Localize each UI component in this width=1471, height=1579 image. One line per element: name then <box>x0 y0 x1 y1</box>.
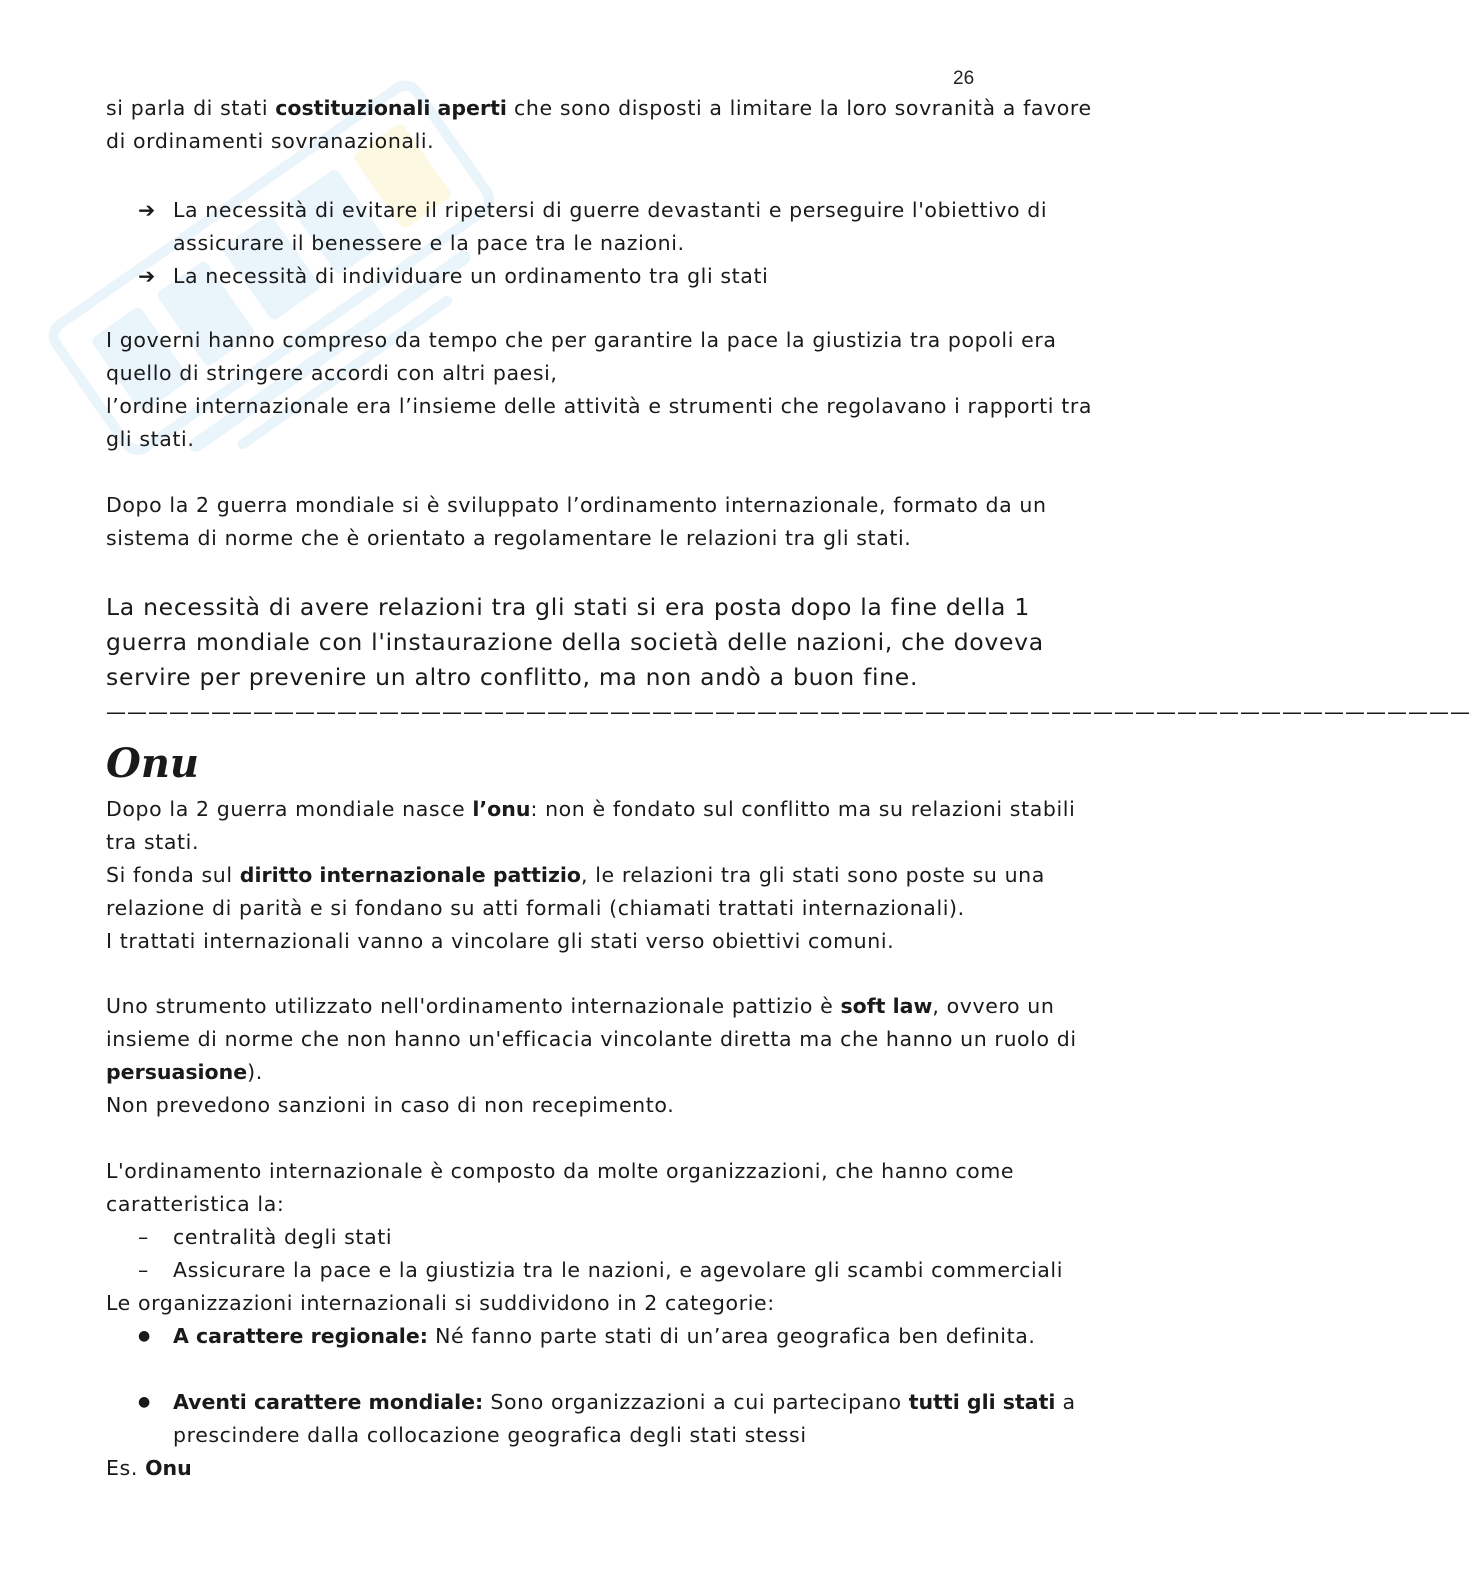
onu-p1-text: Dopo la 2 guerra mondiale nasce <box>106 797 473 821</box>
es-text: Es. <box>106 1456 146 1480</box>
page-number: 26 <box>953 68 975 89</box>
bullet2-bold-2: tutti gli stati <box>908 1390 1056 1414</box>
onu-p2-text: Si fonda sul <box>106 863 240 887</box>
large-paragraph-text: La necessità di avere relazioni tra gli stati si era posta dopo la fine della 1 guerra mondiale con l'instaurazione della società delle nazioni, che doveva servire per prevenire un altro conflitto, ma non andò a buon fine. <box>106 593 1044 691</box>
onu-p3-text: I trattati internazionali vanno a vincolare gli stati verso obiettivi comuni. <box>106 929 895 953</box>
dash-marker: – <box>138 1258 149 1282</box>
bullet2-text: Sono organizzazioni a cui partecipano <box>483 1390 909 1414</box>
soft-law-bold: soft law <box>840 994 933 1018</box>
bullet-list-item <box>106 1320 1106 1353</box>
sanzioni-text: Non prevedono sanzioni in caso di non recepimento. <box>106 1093 675 1117</box>
dash-list-item <box>106 1221 1106 1254</box>
governi-line-2: l’ordine internazionale era l’insieme delle attività e strumenti che regolavano i rapporti tra gli stati. <box>106 394 1093 451</box>
soft-law-text: Uno strumento utilizzato nell'ordinamento internazionale pattizio è <box>106 994 841 1018</box>
arrow-icon: ➔ <box>138 198 156 222</box>
bullet-icon: ● <box>138 1328 151 1344</box>
arrow-list <box>106 194 1106 293</box>
soft-law-text-mid: , ovvero un insieme di norme che non hanno un'efficacia vincolante diretta ma che hanno un ruolo di <box>106 994 1077 1051</box>
dash-item-text: Assicurare la pace e la giustizia tra le nazioni, e agevolare gli scambi commerciali <box>173 1258 1064 1282</box>
arrow-icon: ➔ <box>138 264 156 288</box>
bullet1-text: Né fanno parte stati di un’area geografica ben definita. <box>427 1324 1036 1348</box>
intro-bold: costituzionali aperti <box>275 96 507 120</box>
section-heading-onu: Onu <box>106 740 200 787</box>
bullet-icon: ● <box>138 1394 151 1410</box>
dopo-text: Dopo la 2 guerra mondiale si è sviluppato l’ordinamento internazionale, formato da un sistema di norme che è orientato a regolamentare le relazioni tra gli stati. <box>106 493 1047 550</box>
bullet-list-item <box>106 1386 1106 1452</box>
es-bold: Onu <box>145 1456 192 1480</box>
onu-p1-bold: l’onu <box>472 797 531 821</box>
organizzazioni-section <box>106 1155 1106 1485</box>
governi-line-1: I governi hanno compreso da tempo che per garantire la pace la giustizia tra popoli era quello di stringere accordi con altri paesi, <box>106 328 1057 385</box>
dash-marker: – <box>138 1225 149 1249</box>
bullet2-text-end: a prescindere dalla collocazione geografica degli stati stessi <box>173 1390 1076 1447</box>
persuasione-bold: persuasione <box>106 1060 248 1084</box>
soft-law-paragraph <box>106 990 1106 1122</box>
categorie-intro-text: Le organizzazioni internazionali si suddividono in 2 categorie: <box>106 1291 775 1315</box>
large-paragraph <box>106 590 1066 695</box>
onu-p2-text-end: , le relazioni tra gli stati sono poste su una relazione di parità e si fondano su atti formali (chiamati trattati internazionali). <box>106 863 1045 920</box>
intro-text-end: che sono disposti a limitare la loro sovranità a favore di ordinamenti sovranazionali. <box>106 96 1092 153</box>
onu-p2-bold: diritto internazionale pattizio <box>239 863 581 887</box>
dopo-paragraph <box>106 489 1106 555</box>
intro-paragraph <box>106 92 1106 158</box>
horizontal-rule: ————————————————————————————————————————————————————————————————— <box>106 700 1471 724</box>
bullet1-bold: A carattere regionale: <box>173 1324 428 1348</box>
onu-p1-text-end: : non è fondato sul conflitto ma su relazioni stabili tra stati. <box>106 797 1076 854</box>
arrow-list-item <box>106 194 1106 260</box>
arrow-item-text: La necessità di individuare un ordinamento tra gli stati <box>173 264 769 288</box>
bullet2-bold: Aventi carattere mondiale: <box>173 1390 484 1414</box>
dash-item-text: centralità degli stati <box>173 1225 393 1249</box>
arrow-item-text: La necessità di evitare il ripetersi di guerre devastanti e perseguire l'obiettivo di assicurare il benessere e la pace tra le nazioni. <box>173 198 1048 255</box>
intro-text: si parla di stati <box>106 96 276 120</box>
governi-paragraph <box>106 324 1106 456</box>
soft-law-text-end: ). <box>247 1060 263 1084</box>
org-intro-text: L'ordinamento internazionale è composto da molte organizzazioni, che hanno come caratteristica la: <box>106 1159 1015 1216</box>
arrow-list-item <box>106 260 1106 293</box>
dash-list-item <box>106 1254 1106 1287</box>
onu-paragraphs <box>106 793 1106 958</box>
